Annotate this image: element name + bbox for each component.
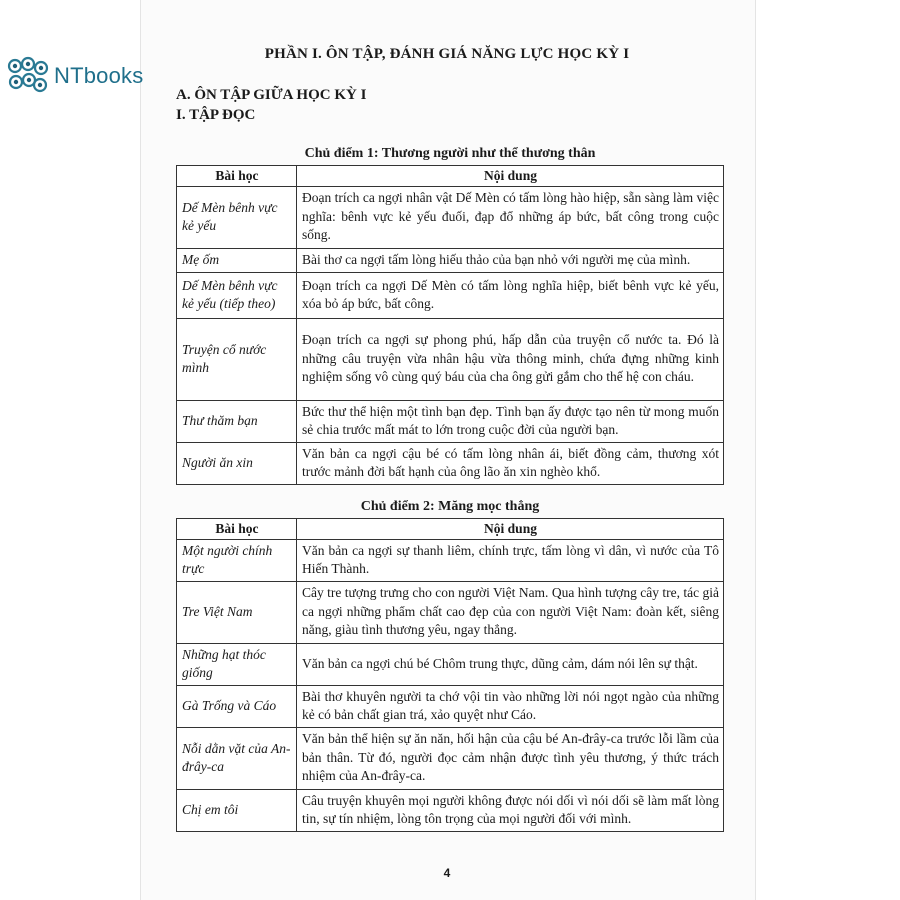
lesson-title: Truyện cổ nước mình (177, 319, 297, 401)
lesson-content: Văn bản ca ngợi sự thanh liêm, chính trực, tấm lòng vì dân, vì nước của Tô Hiến Thành. (297, 540, 724, 582)
column-header-lesson: Bài học (177, 519, 297, 540)
section-a-heading: A. ÔN TẬP GIỮA HỌC KỲ I (176, 87, 367, 103)
lesson-title: Những hạt thóc giống (177, 644, 297, 686)
theme2-caption: Chủ điểm 2: Măng mọc thẳng (360, 499, 540, 514)
lesson-title: Dế Mèn bênh vực kẻ yếu (tiếp theo) (177, 273, 297, 319)
lesson-content: Đoạn trích ca ngợi Dế Mèn có tấm lòng nghĩa hiệp, biết bênh vực kẻ yếu, xóa bỏ áp bức, bất công. (297, 273, 724, 319)
table-row (177, 644, 724, 686)
table-row (177, 582, 724, 644)
table-row (177, 273, 724, 319)
table-row (177, 401, 724, 443)
table-row (177, 249, 724, 273)
part-title: PHẦN I. ÔN TẬP, ĐÁNH GIÁ NĂNG LỰC HỌC KỲ I (264, 46, 630, 62)
brand-watermark (6, 56, 143, 96)
lesson-content: Văn bản ca ngợi cậu bé có tấm lòng nhân ái, biết đồng cảm, thương xót trước mảnh đời bất hạnh của ông lão ăn xin nghèo khổ. (297, 443, 724, 485)
theme2-table (176, 518, 724, 832)
lesson-content: Cây tre tượng trưng cho con người Việt Nam. Qua hình tượng cây tre, tác giả ca ngợi những phẩm chất cao đẹp của con người Việt Nam: đoàn kết, siêng năng, giàu tình thương yêu, ngay thẳng. (297, 582, 724, 644)
lesson-title: Chị em tôi (177, 790, 297, 832)
molecule-logo-icon (6, 56, 50, 96)
lesson-content: Đoạn trích ca ngợi sự phong phú, hấp dẫn của truyện cổ nước ta. Đó là những câu truyện vừa nhân hậu vừa thông minh, chứa đựng những kinh nghiệm sống vô cùng quý báu của cha ông gửi gắm cho thế hệ con cháu. (297, 319, 724, 401)
lesson-content: Bức thư thể hiện một tình bạn đẹp. Tình bạn ấy được tạo nên từ mong muốn sẻ chia trước mất mát to lớn trong cuộc đời của người bạn. (297, 401, 724, 443)
table-row (177, 443, 724, 485)
lesson-title: Mẹ ốm (177, 249, 297, 273)
column-header-content: Nội dung (297, 166, 724, 187)
column-header-lesson: Bài học (177, 166, 297, 187)
table-row (177, 540, 724, 582)
lesson-content: Câu truyện khuyên mọi người không được nói dối vì nói dối sẽ làm mất lòng tin, sự tín nhiệm, lòng tôn trọng của mọi người đối với mình. (297, 790, 724, 832)
lesson-title: Một người chính trực (177, 540, 297, 582)
table-row (177, 187, 724, 249)
table-header-row (177, 166, 724, 187)
table-row (177, 728, 724, 790)
table-row (177, 319, 724, 401)
lesson-title: Nỗi dằn vặt của An-đrây-ca (177, 728, 297, 790)
brand-name: NTbooks (54, 63, 144, 88)
lesson-content: Bài thơ khuyên người ta chớ vội tin vào những lời nói ngọt ngào của những kẻ có bản chất gian trá, xảo quyệt như Cáo. (297, 686, 724, 728)
lesson-content: Văn bản thể hiện sự ăn năn, hối hận của cậu bé An-đrây-ca trước lỗi lầm của bản thân. Từ đó, người đọc cảm nhận được tình yêu thương, ý thức trách nhiệm của An-đrây-ca. (297, 728, 724, 790)
lesson-content: Bài thơ ca ngợi tấm lòng hiếu thảo của bạn nhỏ với người mẹ của mình. (297, 249, 724, 273)
theme1-caption: Chủ điểm 1: Thương người như thể thương thân (304, 146, 596, 161)
table-row (177, 790, 724, 832)
section-1-heading: I. TẬP ĐỌC (176, 107, 256, 123)
table-row (177, 686, 724, 728)
theme1-table (176, 165, 724, 485)
column-header-content: Nội dung (297, 519, 724, 540)
lesson-title: Dế Mèn bênh vực kẻ yếu (177, 187, 297, 249)
lesson-content: Đoạn trích ca ngợi nhân vật Dế Mèn có tấm lòng hào hiệp, sẵn sàng làm việc nghĩa: bênh vực kẻ yếu đuối, đạp đổ những áp bức, bất công trong cuộc sống. (297, 187, 724, 249)
lesson-content: Văn bản ca ngợi chú bé Chôm trung thực, dũng cảm, dám nói lên sự thật. (297, 644, 724, 686)
lesson-title: Tre Việt Nam (177, 582, 297, 644)
table-header-row (177, 519, 724, 540)
lesson-title: Thư thăm bạn (177, 401, 297, 443)
page-number: 4 (443, 866, 451, 880)
lesson-title: Gà Trống và Cáo (177, 686, 297, 728)
lesson-title: Người ăn xin (177, 443, 297, 485)
